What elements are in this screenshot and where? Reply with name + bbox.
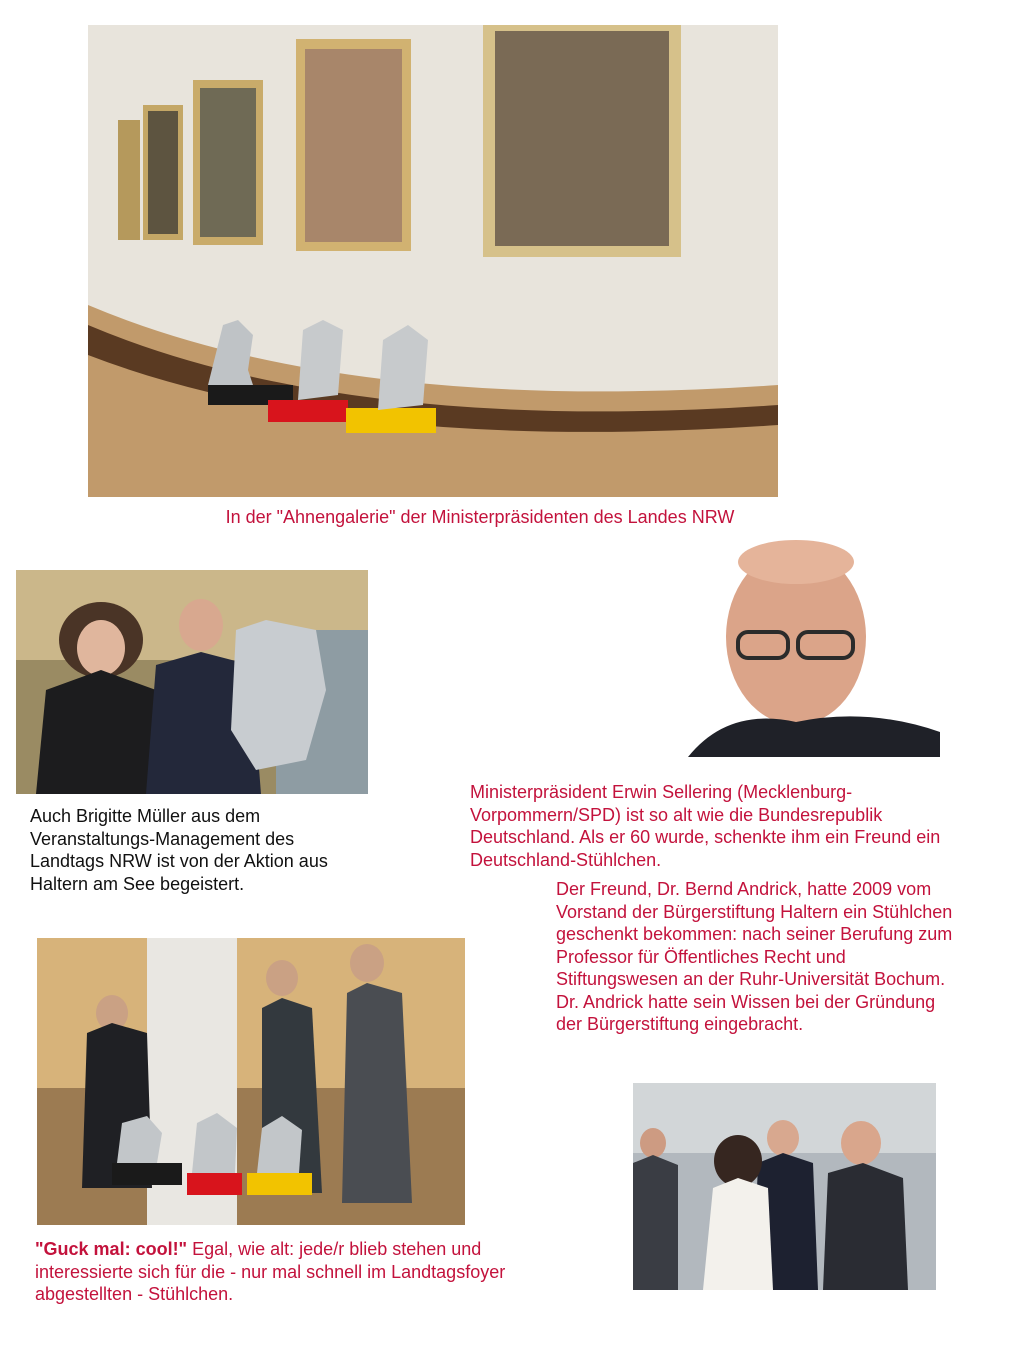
gallery-photo-image: [88, 25, 778, 497]
mueller-photo-image: [16, 570, 368, 794]
mueller-caption: Auch Brigitte Müller aus dem Veranstaltungs-Management des Landtags NRW ist von der Aktion aus Haltern am See begeistert.: [30, 806, 328, 894]
sellering-portrait: [668, 532, 940, 757]
handover-photo-image: [633, 1083, 936, 1290]
gallery-photo: [88, 25, 778, 497]
mueller-photo: [16, 570, 368, 794]
sellering-portrait-image: [668, 532, 940, 757]
guck-caption: [35, 1238, 515, 1306]
foyer-photo: [37, 938, 465, 1225]
andrick-caption: Der Freund, Dr. Bernd Andrick, hatte 2009 vom Vorstand der Bürgerstiftung Haltern ein Stühlchen geschenkt bekommen: nach seiner Berufung zum Professor für Öffentliches Recht und Stiftungswesen an der Ruhr-Universität Bochum. Dr. Andrick hatte sein Wissen bei der Gründung der Bürgerstiftung eingebracht.: [556, 879, 953, 1034]
sellering-caption: Ministerpräsident Erwin Sellering (Mecklenburg-Vorpommern/SPD) ist so alt wie die Bundesrepublik Deutschland. Als er 60 wurde, schenkte ihm ein Freund ein Deutschland-Stühlchen.: [470, 782, 941, 870]
guck-caption-bold: "Guck mal: cool!": [35, 1239, 188, 1259]
handover-photo: [633, 1083, 936, 1290]
guck-caption-rest: Egal, wie alt: jede/r blieb stehen und interessierte sich für die - nur mal schnell im Landtagsfoyer abgestellten - Stühlchen.: [35, 1239, 506, 1304]
gallery-caption: In der "Ahnengalerie" der Ministerpräsidenten des Landes NRW: [225, 507, 735, 527]
foyer-photo-image: [37, 938, 465, 1225]
